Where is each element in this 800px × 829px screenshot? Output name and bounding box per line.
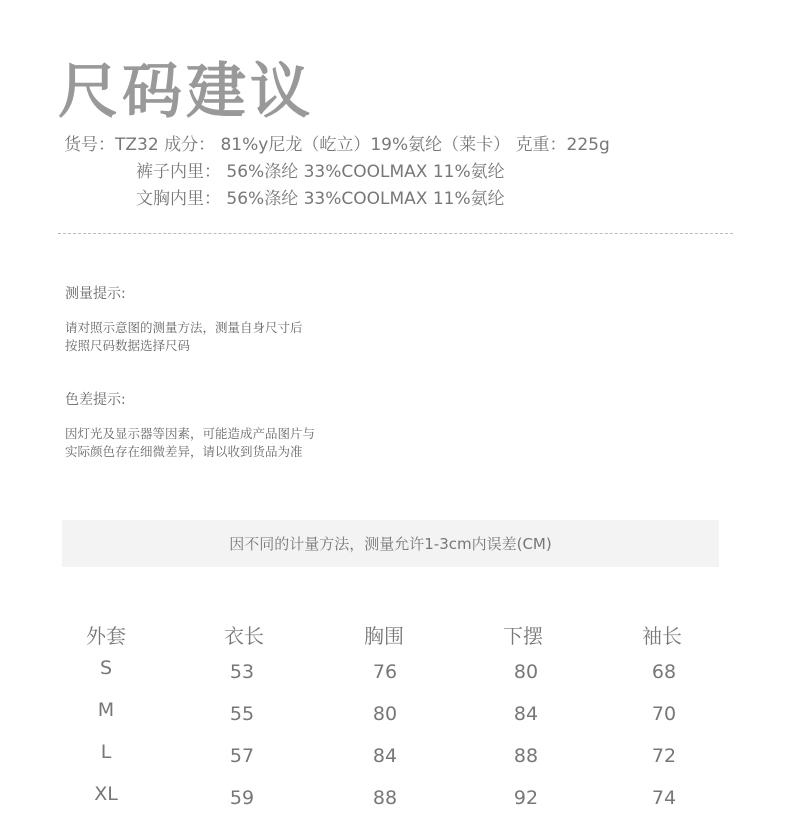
table-header-cell: 衣长 (224, 624, 264, 648)
color-tip-line: 实际颜色存在细微差异，请以收到货品为准 (65, 444, 303, 459)
table-value-cell: 74 (651, 787, 677, 809)
table-size-cell: M (97, 699, 115, 721)
bra-lining-spec: 文胸内里： 56%涤纶 33%COOLMAX 11%氨纶 (136, 189, 505, 209)
color-tip-title: 色差提示: (65, 392, 126, 408)
table-size-cell: S (99, 657, 113, 679)
color-tip-body (65, 425, 315, 461)
table-value-cell: 80 (372, 703, 398, 725)
measure-tip-line: 按照尺码数据选择尺码 (65, 338, 191, 353)
table-value-cell: 88 (372, 787, 398, 809)
table-header-cell: 胸围 (364, 624, 404, 648)
measurement-note: 因不同的计量方法，测量允许1-3cm内误差(CM) (229, 535, 552, 553)
dashed-divider (58, 233, 733, 234)
table-value-cell: 70 (651, 703, 677, 725)
table-value-cell: 68 (651, 661, 677, 683)
table-header-cell: 下摆 (503, 624, 543, 648)
table-value-cell: 55 (229, 703, 255, 725)
table-size-cell: L (100, 741, 112, 763)
table-header-cell: 袖长 (642, 624, 682, 648)
table-value-cell: 84 (372, 745, 398, 767)
table-value-cell: 57 (229, 745, 255, 767)
measurement-note-box (62, 520, 719, 567)
table-size-cell: XL (94, 783, 118, 805)
table-value-cell: 80 (513, 661, 539, 683)
page-title: 尺码建议 (58, 57, 314, 127)
table-value-cell: 88 (513, 745, 539, 767)
table-value-cell: 72 (651, 745, 677, 767)
pants-lining-spec: 裤子内里： 56%涤纶 33%COOLMAX 11%氨纶 (136, 162, 505, 182)
measure-tip-title: 测量提示: (65, 286, 126, 302)
product-spec-line: 货号：TZ32 成分： 81%y尼龙（屹立）19%氨纶（莱卡） 克重：225g (64, 135, 610, 155)
measure-tip-line: 请对照示意图的测量方法，测量自身尺寸后 (65, 320, 303, 335)
measure-tip-body (65, 319, 303, 355)
table-value-cell: 84 (513, 703, 539, 725)
table-value-cell: 53 (229, 661, 255, 683)
table-header-cell: 外套 (86, 624, 126, 648)
color-tip-line: 因灯光及显示器等因素，可能造成产品图片与 (65, 426, 316, 441)
table-value-cell: 59 (229, 787, 255, 809)
table-value-cell: 76 (372, 661, 398, 683)
table-value-cell: 92 (513, 787, 539, 809)
